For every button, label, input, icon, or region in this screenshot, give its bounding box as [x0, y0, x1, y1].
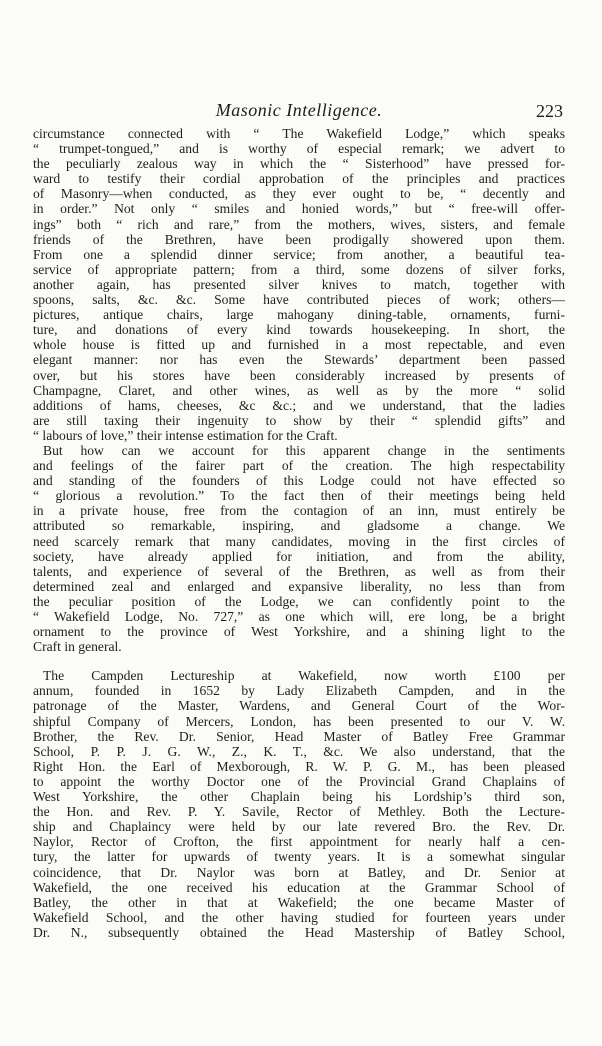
text-line: Wakefield, the one received his education at the Grammar School of: [33, 879, 565, 895]
text-line: Dr. N., subsequently obtained the Head Mastership of Batley School,: [33, 924, 565, 940]
page-number: 223: [536, 101, 563, 121]
text-line: The Campden Lectureship at Wakefield, now worth £100 per: [43, 668, 565, 684]
paragraph: [33, 668, 565, 940]
text-line: ture, and donations of every kind towards housekeeping. In short, the: [33, 322, 565, 338]
text-line: ship and Chaplaincy were held by our late revered Bro. the Rev. Dr.: [33, 819, 565, 835]
text-line: in a private house, free from the contagion of an inn, must entirely be: [33, 503, 565, 519]
text-line: and feelings of the fairer part of the creation. The high respectability: [33, 458, 565, 474]
document-page: [33, 100, 565, 940]
text-line: Brother, the Rev. Dr. Senior, Head Master of Batley Free Grammar: [33, 728, 565, 744]
text-line: Wakefield School, and the other having studied for fourteen years under: [33, 909, 565, 925]
text-line: “ labours of love,” their intense estimation for the Craft.: [33, 427, 338, 443]
text-line: “ trumpet-tongued,” and is worthy of especial remark; we advert to: [33, 141, 565, 157]
text-line: ornament to the province of West Yorkshire, and a shining light to the: [33, 624, 565, 640]
text-line: determined zeal and enlarged and expansive liberality, no less than from: [33, 578, 565, 594]
text-line: another again, has presented silver knives to match, together with: [33, 276, 565, 292]
text-line: the peculiarly zealous way in which the “ Sisterhood” have pressed for-: [33, 156, 565, 172]
text-line: School, P. P. J. G. W., Z., K. T., &c. We also understand, that the: [33, 743, 565, 759]
text-line: and standing of the founders of this Lodge could not have effected so: [33, 473, 565, 489]
text-line: friends of the Brethren, have been prodigally showered upon them.: [33, 231, 565, 247]
text-line: Champagne, Claret, and other wines, as well as by the more “ solid: [33, 382, 565, 398]
text-line: elegant manner: nor has even the Stewards’ department been passed: [33, 352, 565, 368]
text-line: service of appropriate pattern; from a third, some dozens of silver forks,: [33, 261, 565, 277]
text-line: ward to testify their cordial approbation of the principles and practices: [33, 171, 565, 187]
text-line: talents, and experience of several of the Brethren, as well as from their: [33, 563, 565, 579]
text-line: From one a splendid dinner service; from another, a beautiful tea-: [33, 246, 565, 262]
text-line: in order.” Not only “ smiles and honied words,” but “ free-will offer-: [33, 201, 565, 217]
text-line: coincidence, that Dr. Naylor was born at Batley, and Dr. Senior at: [33, 864, 565, 880]
text-line: whole house is fitted up and furnished in a most repectable, and even: [33, 337, 565, 353]
text-line: need scarcely remark that many candidates, moving in the first circles of: [33, 533, 565, 549]
text-line: Craft in general.: [33, 639, 122, 655]
text-line: spoons, salts, &c. &c. Some have contributed pieces of work; others—: [33, 292, 565, 308]
text-line: circumstance connected with “ The Wakefield Lodge,” which speaks: [33, 126, 565, 141]
text-line: tury, the latter for upwards of twenty years. It is a somewhat singular: [33, 849, 565, 865]
text-line: ings” both “ rich and rare,” from the mothers, wives, sisters, and female: [33, 216, 565, 232]
text-line: “ Wakefield Lodge, No. 727,” as one which will, ere long, be a bright: [33, 609, 565, 624]
text-line: But how can we account for this apparent change in the sentiments: [43, 442, 565, 458]
running-head: [33, 100, 565, 126]
text-line: the peculiar position of the Lodge, we can confidently point to the: [33, 593, 565, 609]
text-line: patronage of the Master, Wardens, and General Court of the Wor-: [33, 698, 565, 714]
text-line: attributed so remarkable, inspiring, and gladsome a change. We: [33, 518, 565, 534]
text-line: pictures, antique chairs, large mahogany dining-table, ornaments, furni-: [33, 307, 565, 323]
paragraph-gap: [33, 654, 565, 668]
text-line: over, but his stores have been considerably increased by presents of: [33, 367, 565, 383]
running-title: Masonic Intelligence.: [215, 100, 383, 120]
text-line: are still taxing their ingenuity to show by their “ splendid gifts” and: [33, 412, 565, 428]
text-line: the Hon. and Rev. P. Y. Savile, Rector of Methley. Both the Lecture-: [33, 804, 565, 820]
body-text: [33, 126, 565, 940]
text-line: additions of hams, cheeses, &c &c.; and we understand, that the ladies: [33, 397, 565, 413]
text-line: West Yorkshire, the other Chaplain being his Lordship’s third son,: [33, 789, 565, 805]
text-line: “ glorious a revolution.” To the fact then of their meetings being held: [33, 488, 565, 504]
text-line: society, have already applied for initiation, and from the ability,: [33, 548, 565, 564]
text-line: Naylor, Rector of Crofton, the first appointment for nearly half a cen-: [33, 834, 565, 850]
paragraph: [33, 443, 565, 654]
text-line: to appoint the worthy Doctor one of the Provincial Grand Chaplains of: [33, 773, 565, 789]
text-line: annum, founded in 1652 by Lady Elizabeth Campden, and in the: [33, 683, 565, 699]
text-line: of Masonry—when conducted, as they ever ought to be, “ decently and: [33, 186, 565, 202]
text-line: shipful Company of Mercers, London, has been presented to our V. W.: [33, 713, 565, 729]
text-line: Batley, the other in that at Wakefield; the one became Master of: [33, 894, 565, 910]
text-line: Right Hon. the Earl of Mexborough, R. W. P. G. M., has been pleased: [33, 758, 565, 774]
paragraph: [33, 126, 565, 443]
